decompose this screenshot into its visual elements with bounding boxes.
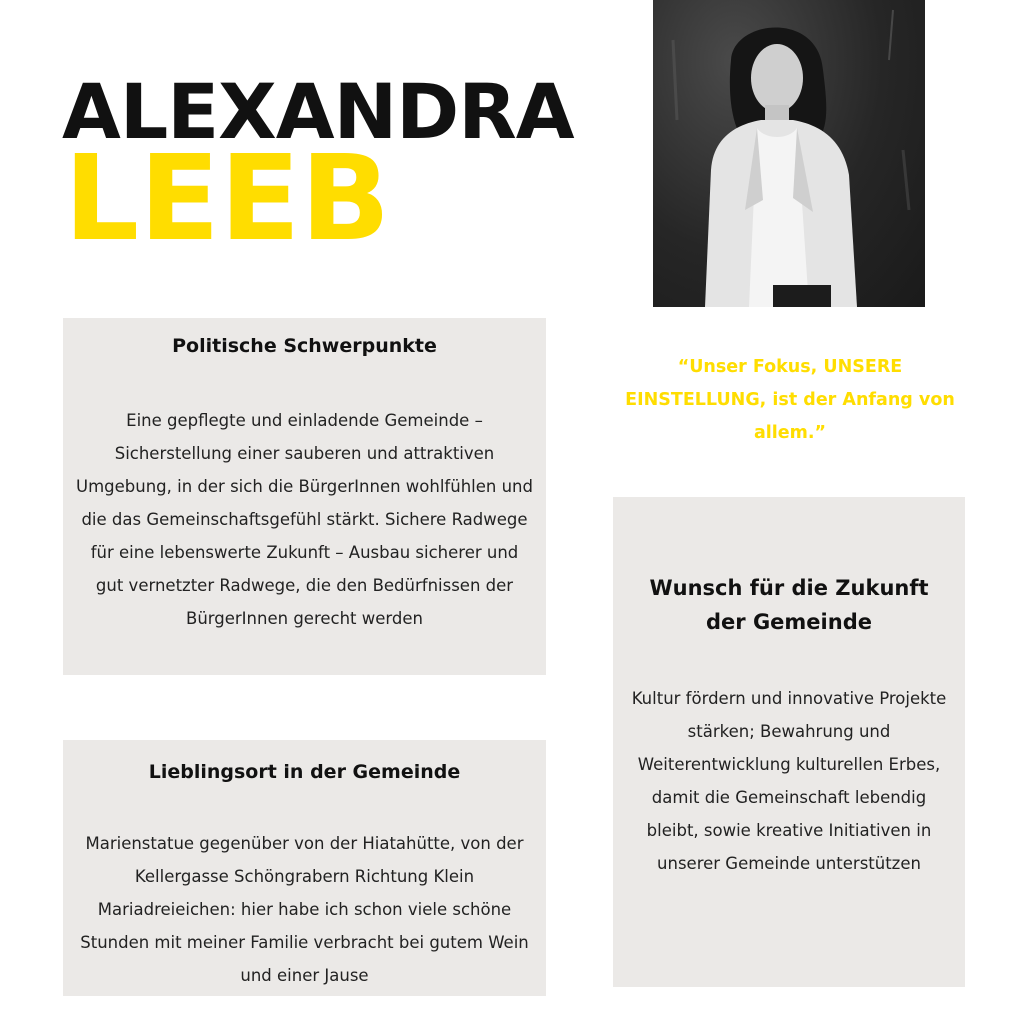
favorite-place-box	[63, 740, 546, 996]
political-priorities-text: Eine gepflegte und einladende Gemeinde – Sicherstellung einer sauberen und attraktiven Umgebung, in der sich die BürgerInnen wohlfühlen und die das Gemeinschaftsgefühl stärkt. Sichere Radwege für eine lebenswerte Zukunft – Ausbau sicherer und gut vernetzter Radwege, die den Bedürfnissen der BürgerInnen gerecht werden	[76, 411, 533, 628]
future-wish-box	[613, 497, 965, 987]
future-wish-text: Kultur fördern und innovative Projekte stärken; Bewahrung und Weiterentwicklung kulturellen Erbes, damit die Gemeinschaft lebendig bleibt, sowie kreative Initiativen in unserer Gemeinde unterstützen	[631, 689, 947, 873]
candidate-last-name: LEEB	[64, 129, 391, 267]
campaign-quote: “Unser Fokus, UNSERE EINSTELLUNG, ist der Anfang von allem.”	[625, 357, 955, 443]
candidate-first-name: ALEXANDRA	[62, 67, 574, 156]
candidate-portrait-photo	[653, 0, 925, 307]
political-priorities-box	[63, 318, 546, 675]
favorite-place-title: Lieblingsort in der Gemeinde	[148, 761, 461, 783]
political-priorities-title: Politische Schwerpunkte	[172, 335, 437, 357]
future-wish-title: Wunsch für die Zukunft der Gemeinde	[649, 576, 929, 634]
favorite-place-text: Marienstatue gegenüber von der Hiatahütte, von der Kellergasse Schöngrabern Richtung Klein Mariadreieichen: hier habe ich schon viele schöne Stunden mit meiner Familie verbracht bei gutem Wein und einer Jause	[80, 834, 529, 985]
